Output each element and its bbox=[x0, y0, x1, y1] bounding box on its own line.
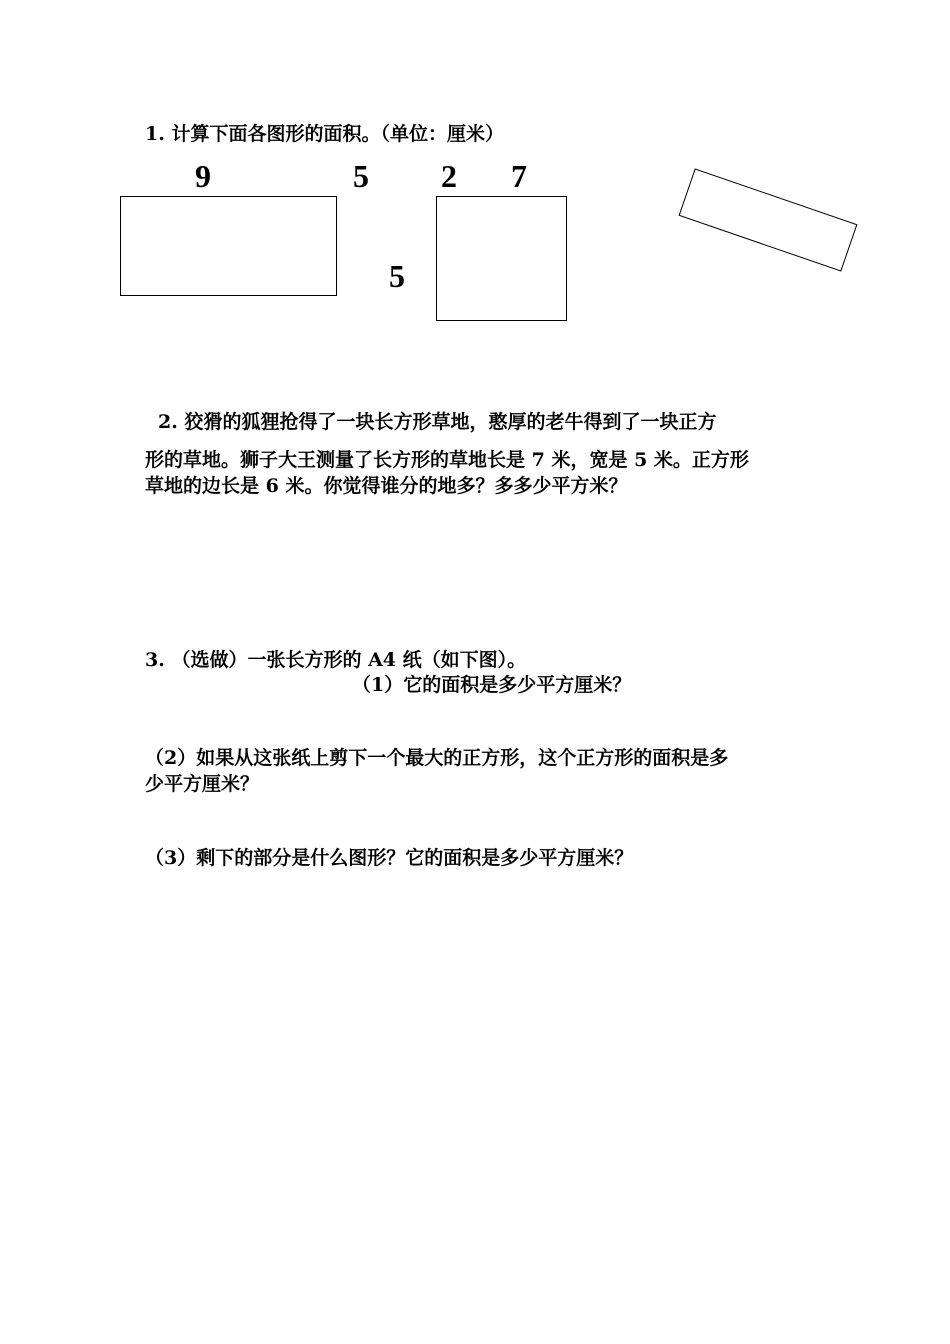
question-3-part-3: （3）剩下的部分是什么图形？它的面积是多少平方厘米？ bbox=[145, 847, 634, 869]
rectangle-length-label: 9 bbox=[195, 158, 211, 194]
question-3-part-2-line-1: （2）如果从这张纸上剪下一个最大的正方形，这个正方形的面积是多 bbox=[145, 747, 729, 769]
rectangle-width-label: 5 bbox=[353, 158, 369, 194]
question-3-intro: 3. （选做）一张长方形的 A4 纸（如下图）。 bbox=[145, 649, 527, 671]
question-2-line-1: 2. 狡猾的狐狸抢得了一块长方形草地，憨厚的老牛得到了一块正方 bbox=[158, 411, 717, 433]
rectangle-figure bbox=[120, 196, 337, 296]
question-3-part-2-line-2: 少平方厘米？ bbox=[145, 773, 260, 795]
question-3-part-1: （1）它的面积是多少平方厘米？ bbox=[352, 674, 632, 696]
question-1-text: 1. 计算下面各图形的面积。（单位：厘米） bbox=[145, 123, 504, 145]
tilted-rectangle-figure bbox=[679, 168, 858, 271]
question-2-line-3: 草地的边长是 6 米。你觉得谁分的地多？多多少平方米？ bbox=[145, 475, 628, 497]
question-2-line-2: 形的草地。狮子大王测量了长方形的草地长是 7 米，宽是 5 米。正方形 bbox=[145, 449, 749, 471]
square-figure bbox=[436, 196, 567, 321]
number-label-7: 7 bbox=[511, 158, 527, 194]
number-label-2: 2 bbox=[441, 158, 457, 194]
square-side-label: 5 bbox=[389, 258, 405, 294]
